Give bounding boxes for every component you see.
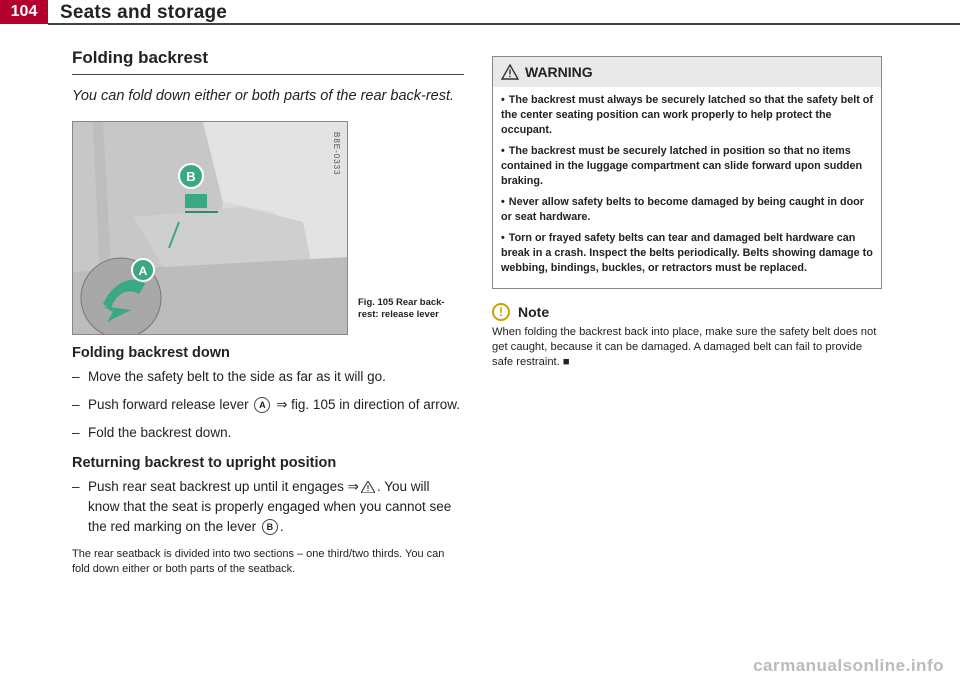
note-body: When folding the backrest back into place, make sure the safety belt does not get caught, because it can be damaged. A damaged belt can fail to provide safe restraint. ■ [492, 326, 877, 368]
warning-item-text: Torn or frayed safety belts can tear and damaged belt hardware can break in a crash. Inspect the belts periodically. Belts showing damage to webbing, bindings, buckles, or retractors must be replaced. [501, 232, 873, 274]
step-3-text: Fold the backrest down. [88, 425, 232, 440]
rear-backrest-figure [72, 121, 348, 335]
warning-triangle-icon [361, 481, 375, 493]
header-divider [48, 23, 960, 25]
right-column [492, 56, 882, 370]
page-number: 104 [0, 0, 48, 24]
ref-a-icon: A [254, 397, 270, 413]
chapter-title: Seats and storage [60, 2, 228, 23]
upright-text-pre[interactable]: Push rear seat backrest up until it engages ⇒ [88, 479, 359, 494]
upright-text-post: . You will know that the seat is properly engaged when you cannot see the red marking on the lever [88, 479, 452, 534]
figure-block [72, 121, 464, 333]
warning-item: • The backrest must always be securely latched so that the safety belt of the center seating position can work properly to help protect the occupant. [501, 94, 874, 136]
intro-text: You can fold down either or both parts of the rear back-rest. [72, 88, 455, 104]
warning-item-text: The backrest must be securely latched in position so that no items contained in the luggage compartment can slide forward upon sudden braking. [501, 145, 863, 187]
warning-item-text: Never allow safety belts to become damaged by being caught in door or seat hardware. [501, 196, 864, 223]
warning-item-text: The backrest must always be securely latched so that the safety belt of the center seating position can work properly to help protect the occupant. [501, 94, 874, 136]
callout-a: A [138, 264, 148, 278]
step-3: – Fold the backrest down. [72, 425, 232, 440]
warning-header [493, 57, 881, 87]
step-2: – Push forward release lever A ⇒ fig. 105 in direction of arrow. [72, 397, 461, 412]
upright-step: – Push rear seat backrest up until it engages ⇒ . You will know that the seat is properly engaged when you cannot see the red marking on the lever B . [72, 479, 452, 534]
warning-item: • The backrest must be securely latched in position so that no items contained in the luggage compartment can slide forward upon sudden braking. [501, 145, 863, 187]
left-column [72, 48, 464, 577]
step-2-text-post[interactable]: ⇒ fig. 105 in direction of arrow. [276, 397, 461, 412]
subsection-upright-title: Returning backrest to upright position [72, 455, 337, 471]
section-title: Folding backrest [72, 48, 209, 67]
note-circle-icon: ! [492, 303, 510, 321]
warning-body [493, 87, 881, 288]
rear-backrest-illustration [73, 122, 347, 334]
callout-b: B [186, 169, 196, 184]
warning-box [492, 56, 882, 289]
upright-text-end: . [279, 519, 284, 534]
watermark: carmanualsonline.info [753, 656, 944, 675]
step-1-text: Move the safety belt to the side as far as it will go. [88, 369, 386, 384]
warning-title: WARNING [525, 64, 593, 80]
note-title: Note [518, 304, 550, 320]
subsection-fold-down-title: Folding backrest down [72, 345, 230, 361]
step-1: – Move the safety belt to the side as far as it will go. [72, 369, 386, 384]
section-divider [72, 74, 464, 75]
note-header [492, 303, 882, 321]
warning-triangle-icon [501, 64, 519, 80]
step-2-text-pre: Push forward release lever [88, 397, 249, 412]
ref-b-icon: B [262, 519, 278, 535]
figure-id: B8E-0333 [332, 132, 341, 176]
warning-item: • Never allow safety belts to become damaged by being caught in door or seat hardware. [501, 196, 864, 223]
figure-caption: Fig. 105 Rear back-rest: release lever [358, 297, 445, 320]
warning-item: • Torn or frayed safety belts can tear and damaged belt hardware can break in a crash. Inspect the belts periodically. Belts showing damage to webbing, bindings, buckles, or retractors must be replaced. [501, 232, 873, 274]
seatback-note: The rear seatback is divided into two sections – one third/two thirds. You can fold down either or both parts of the seatback. [72, 548, 445, 575]
